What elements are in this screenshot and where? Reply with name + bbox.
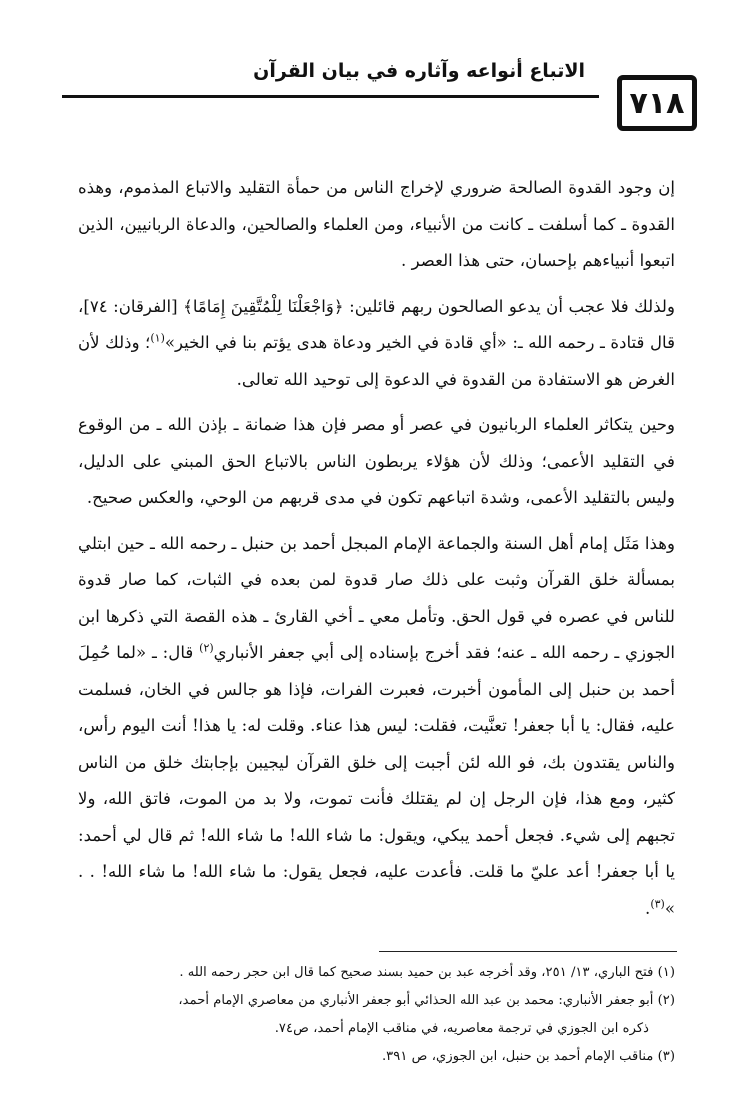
paragraph-4-text: وهذا مَثَل إمام أهل السنة والجماعة الإمام المبجل أحمد بن حنبل ـ رحمه الله ـ حين ابتلي بمسألة خلق القرآن وثبت على ذلك صار قدوة لمن بعده في الثبات، كما صار قدوة للناس في عصره في قول الحق. وتأمل معي ـ أخي القارئ ـ هذه القصة التي ذكرها ابن الجوزي ـ رحمه الله ـ عنه؛ فقد أخرج بإسناده إلى أبي جعفر الأنباري	[77, 533, 675, 662]
header-rule	[62, 95, 599, 98]
paragraph-2-text-cont: ؛ وذلك لأن الغرض هو الاستفادة من القدوة في الدعوة إلى توحيد الله تعالى.	[78, 333, 675, 389]
body-text	[78, 170, 675, 927]
footnote-3: (٣) مناقب الإمام أحمد بن حنبل، ابن الجوزي، ص ٣٩١.	[381, 1049, 675, 1064]
footnote-rule	[379, 951, 677, 952]
paragraph-4	[78, 526, 675, 928]
paragraph-2	[78, 289, 675, 399]
footnote-ref-3: (٣)	[650, 896, 665, 910]
running-title: الاتباع أنواعه وآثاره في بيان القرآن	[253, 60, 585, 82]
footnotes	[78, 959, 675, 1071]
paragraph-2-text: ولذلك فلا عجب أن يدعو الصالحون ربهم قائلين: ﴿وَاجْعَلْنَا لِلْمُتَّقِينَ إِمَامًا﴾ [الفرقان: ٧٤]، قال قتادة ـ رحمه الله ـ: «أي قادة في الخير ودعاة هدى يؤتم بنا في الخير»	[78, 296, 675, 352]
paragraph-3-text: وحين يتكاثر العلماء الربانيون في عصر أو مصر فإن هذا ضمانة ـ بإذن الله ـ من الوقوع في التقليد الأعمى؛ وذلك لأن هؤلاء يربطون الناس بالاتباع الحق المبني على الدليل، وليس بالتقليد الأعمى، وشدة اتباعهم تكون في مدى قربهم من الوحي، والعكس صحيح.	[78, 415, 675, 507]
footnote-ref-2: (٢)	[199, 641, 214, 655]
footnote-2: (٢) أبو جعفر الأنباري: محمد بن عبد الله الحذائي أبو جعفر الأنباري من معاصري الإمام أحمد،	[178, 993, 675, 1008]
paragraph-4-end: .	[645, 898, 651, 918]
page-number: ٧١٨	[617, 75, 697, 131]
paragraph-1	[78, 170, 675, 280]
paragraph-1-text: إن وجود القدوة الصالحة ضروري لإخراج الناس من حمأة التقليد والاتباع المذموم، وهذه القدوة ـ كما أسلفت ـ كانت من الأنبياء، ومن العلماء والصالحين، والدعاة الربانيين، الذين اتبعوا أنبياءهم بإحسان، حتى هذا العصر .	[78, 178, 675, 270]
footnote-1: (١) فتح الباري، ١٣/ ٢٥١، وقد أخرجه عبد بن حميد بسند صحيح كما قال ابن حجر رحمه الله .	[179, 965, 675, 980]
paragraph-3	[78, 407, 675, 517]
footnote-2-cont: ذكره ابن الجوزي في ترجمة معاصريه، في مناقب الإمام أحمد، ص٧٤.	[274, 1021, 649, 1036]
paragraph-4-text-cont: قال: ـ «لما حُمِلَ أحمد بن حنبل إلى المأمون أخبرت، فعبرت الفرات، فإذا هو جالس في الخان، فسلمت عليه، فقال: يا أبا جعفر! تعنَّيت، فقلت: ليس هذا عناء. وقلت له: يا هذا! أنت اليوم رأس، والناس يقتدون بك، فو الله لئن أجبت إلى خلق القرآن ليجيبن بإجابتك خلق من الناس كثير، ومع هذا، فإن الرجل إن لم يقتلك فأنت تموت، ولا بد من الموت، فاتق الله، ولا تجبهم إلى شيء. فجعل أحمد يبكي، ويقول: ما شاء الله! ما شاء الله! ثم قال لي أحمد: يا أبا جعفر! أعد عليّ ما قلت. فأعدت عليه، فجعل يقول: ما شاء الله! ما شاء الله! . . »	[78, 643, 675, 918]
footnote-ref-1: (١)	[150, 331, 165, 345]
